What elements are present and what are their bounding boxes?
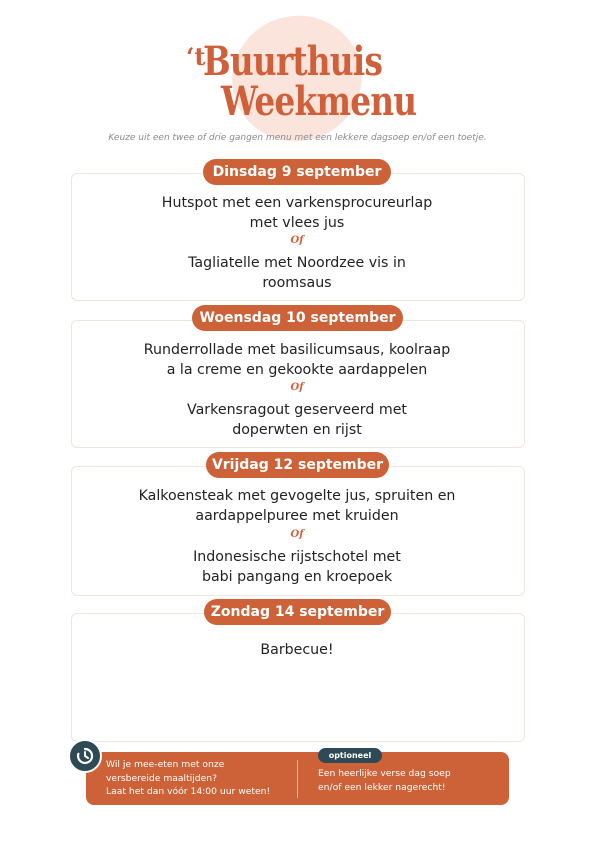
dish-option-1: Runderrollade met basilicumsaus, koolraap a la creme en gekookte aardappelen — [143, 342, 451, 378]
title-apostrophe: ‘t — [186, 42, 206, 71]
or-separator: Of — [290, 382, 304, 393]
day-label-vrijdag: Vrijdag 12 september — [206, 452, 389, 478]
footer-order-text: Wil je mee-eten met onze versbereide maaltijden? Laat het dan vóór 14:00 uur weten! — [106, 759, 271, 797]
dish-option-2: Varkensragout geserveerd met doperwten en rijst — [187, 402, 407, 438]
day-label-woensdag: Woensdag 10 september — [192, 305, 403, 331]
dish-option-1: Barbecue! — [260, 642, 334, 658]
or-separator: Of — [290, 235, 304, 246]
dish-option-2: Indonesische rijstschotel met babi pangang en kroepoek — [193, 549, 401, 585]
day-label-dinsdag: Dinsdag 9 september — [203, 159, 391, 185]
dish-option-1: Kalkoensteak met gevogelte jus, spruiten en aardappelpuree met kruiden — [138, 488, 456, 524]
dish-option-2: Tagliatelle met Noordzee vis in roomsaus — [188, 255, 406, 291]
day-label-zondag: Zondag 14 september — [204, 599, 391, 625]
footer-divider — [297, 760, 298, 798]
day-card-zondag — [71, 613, 525, 742]
page-title — [0, 36, 595, 126]
clock-icon — [68, 739, 102, 773]
title-line-1: Buurthuis — [203, 38, 383, 85]
or-separator: Of — [290, 529, 304, 540]
title-line-2: Weekmenu — [221, 78, 417, 125]
dish-option-1: Hutspot met een varkensprocureurlap met vlees jus — [161, 195, 433, 231]
optional-badge: optioneel — [318, 748, 382, 763]
page-subtitle: Keuze uit een twee of drie gangen menu met een lekkere dagsoep en/of een toetje. — [108, 133, 487, 143]
footer-optional-text: Een heerlijke verse dag soep en/of een lekker nagerecht! — [318, 768, 451, 793]
